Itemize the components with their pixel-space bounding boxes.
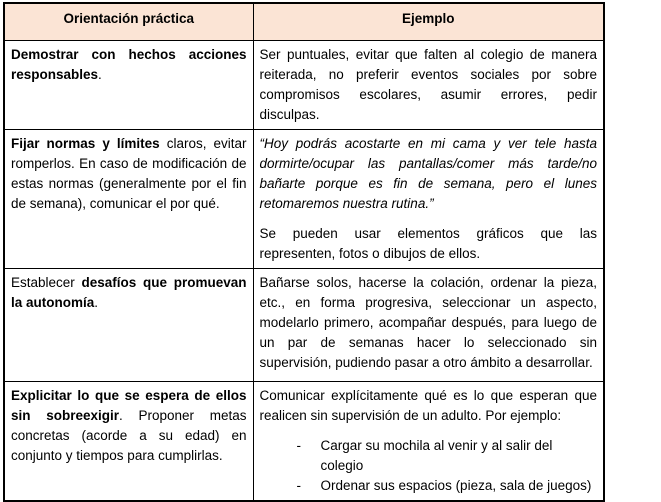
list-item-mochila [297, 436, 598, 476]
list-item-espacios [297, 476, 598, 496]
cell-r1-ejemplo [253, 40, 604, 129]
cell-r3-ejemplo [253, 268, 604, 381]
dash-marker: - [296, 477, 301, 493]
r2-right-quote: “Hoy podrás acostarte en mi cama y ver tele hasta dormirte/ocupar las pantallas/comer más tarde/no bañarte porque es fin de semana, pero el lunes retomaremos nuestra rutina.” [259, 135, 597, 211]
r3-right-paragraph: Bañarse solos, hacerse la colación, ordenar la pieza, etc., en forma progresiva, seleccionar un aspecto, modelarlo primero, acompañar después, para luego de un par de semanas hacer lo seleccionado sin supervisión, pudiendo pasar a otro ámbito a desarrollar. [259, 274, 597, 370]
r3-left-pre-text: Establecer [11, 274, 82, 290]
cell-r4-orientacion [4, 381, 253, 501]
table-row-establecer-desafios [4, 268, 604, 381]
r1-left-bold-text: Demostrar con hechos acciones responsables [11, 46, 247, 82]
dash-marker: - [296, 437, 301, 453]
header-cell-ejemplo [253, 3, 604, 40]
r1-left-rest-text: . [98, 66, 102, 82]
cell-r3-orientacion [4, 268, 253, 381]
r2-left-rest-text: claros, evitar romperlos. En caso de modificación de estas normas (generalmente por el fin de semana), comunicar el por qué. [11, 135, 247, 211]
list-item-text: Ordenar sus espacios (pieza, sala de juegos) [320, 477, 592, 493]
r1-left-paragraph [11, 45, 247, 85]
cell-r2-orientacion [4, 129, 253, 268]
header-label-ejemplo: Ejemplo [401, 11, 455, 26]
header-label-orientacion-practica: Orientación práctica [63, 11, 195, 26]
cell-r1-orientacion [4, 40, 253, 129]
list-item-text: Cargar su mochila al venir y al salir del colegio [320, 437, 553, 473]
r2-left-bold-text: Fijar normas y límites [11, 135, 160, 151]
table-header-row [4, 3, 604, 40]
r3-left-bold-text: desafíos que promuevan la autonomía [11, 274, 247, 310]
r2-right-paragraph: Se pueden usar elementos gráficos que las representen, fotos o dibujos de ellos. [259, 225, 597, 261]
r4-left-bold-text: Explicitar lo que se espera de ellos sin sobreexigir [11, 387, 247, 423]
r2-left-paragraph [11, 134, 247, 214]
cell-r4-ejemplo [253, 381, 604, 501]
table-row-explicitar [4, 381, 604, 501]
r3-left-paragraph [11, 273, 247, 313]
r4-left-paragraph [11, 386, 247, 466]
table-row-fijar-normas [4, 129, 604, 268]
r1-right-paragraph: Ser puntuales, evitar que falten al colegio de manera reiterada, no preferir eventos sociales por sobre compromisos escolares, asumir errores, pedir disculpas. [259, 46, 597, 122]
r3-left-rest-text: . [94, 294, 99, 310]
orientation-examples-table [3, 2, 605, 502]
table-row-demostrar [4, 40, 604, 129]
bullet-list [260, 436, 598, 496]
cell-r2-ejemplo [253, 129, 604, 268]
r4-right-paragraph: Comunicar explícitamente qué es lo que esperan que realicen sin supervisión de un adulto. Por ejemplo: [259, 387, 597, 423]
header-cell-orientacion-practica [4, 3, 253, 40]
r4-left-rest-text: . Proponer metas concretas (acorde a su edad) en conjunto y tiempos para cumplirlas. [11, 407, 247, 463]
